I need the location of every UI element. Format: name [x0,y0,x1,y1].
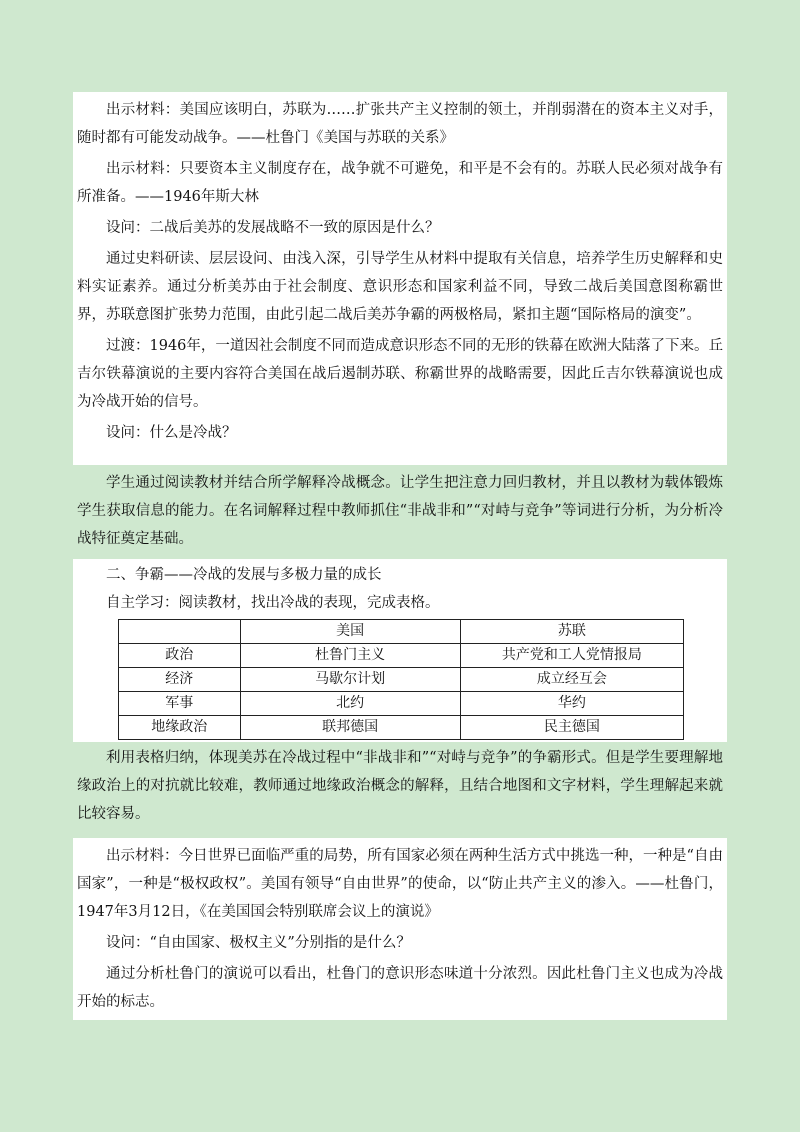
paragraph-question-1: 设问：二战后美苏的发展战略不一致的原因是什么？ [106,220,440,236]
table-cell: 地缘政治 [119,716,241,740]
table-header-cell [119,620,241,644]
table-header-cell: 苏联 [460,620,683,644]
table-cell: 共产党和工人党情报局 [460,644,683,668]
paragraph-analysis-truman: 通过分析杜鲁门的演说可以看出，杜鲁门的意识形态味道十分浓烈。因此杜鲁门主义也成为冷战开始的标志。 [77,966,723,1010]
material-block-3 [73,838,727,1020]
table-cell: 联邦德国 [240,716,460,740]
table-cell: 马歇尔计划 [240,668,460,692]
explanation-block-1 [73,465,727,559]
table-row [119,644,684,668]
table-cell: 经济 [119,668,241,692]
table-cell: 政治 [119,644,241,668]
table-cell: 北约 [240,692,460,716]
paragraph-analysis-1: 通过史料研读、层层设问、由浅入深，引导学生从材料中提取有关信息，培养学生历史解释和史料实证素养。通过分析美苏由于社会制度、意识形态和国家利益不同，导致二战后美国意图称霸世界，苏联意图扩张势力范围，由此引起二战后美苏争霸的两极格局，紧扣主题“国际格局的演变”。 [77,251,723,323]
paragraph-material-truman: 出示材料：美国应该明白，苏联为……扩张共产主义控制的领土，并削弱潜在的资本主义对手，随时都有可能发动战争。——杜鲁门《美国与苏联的关系》 [77,102,723,146]
table-row [119,668,684,692]
paragraph-question-3: 设问：“自由国家、极权主义”分别指的是什么？ [106,935,411,951]
paragraph-material-stalin: 出示材料：只要资本主义制度存在，战争就不可避免，和平是不会有的。苏联人民必须对战争有所准备。——1946年斯大林 [77,161,723,205]
paragraph-cold-war-concept: 学生通过阅读教材并结合所学解释冷战概念。让学生把注意力回归教材，并且以教材为载体锻炼学生获取信息的能力。在名词解释过程中教师抓住“非战非和”“对峙与竞争”等词进行分析，为分析冷战特征奠定基础。 [77,475,723,547]
table-cell: 杜鲁门主义 [240,644,460,668]
paragraph-question-2: 设问：什么是冷战？ [106,425,237,441]
table-cell: 民主德国 [460,716,683,740]
paragraph-self-study: 自主学习：阅读教材，找出冷战的表现，完成表格。 [106,595,440,611]
table-cell: 华约 [460,692,683,716]
material-block-2 [73,559,727,742]
table-cell: 成立经互会 [460,668,683,692]
table-row [119,692,684,716]
section-heading: 二、争霸——冷战的发展与多极力量的成长 [106,567,382,583]
cold-war-table [118,619,684,740]
paragraph-material-truman-speech: 出示材料：今日世界已面临严重的局势，所有国家必须在两种生活方式中挑选一种，一种是“自由国家”，一种是“极权政权”。美国有领导“自由世界”的使命，以“防止共产主义的渗入。——杜鲁门，1947年3月12日，《在美国国会特别联席会议上的演说》 [77,848,723,920]
table-row [119,716,684,740]
table-cell: 军事 [119,692,241,716]
explanation-block-2 [73,742,727,838]
material-block-1 [73,92,727,465]
paragraph-transition: 过渡：1946年，一道因社会制度不同而造成意识形态不同的无形的铁幕在欧洲大陆落了下来。丘吉尔铁幕演说的主要内容符合美国在战后遏制苏联、称霸世界的战略需要，因此丘吉尔铁幕演说也成为冷战开始的信号。 [77,338,723,410]
table-header-cell: 美国 [240,620,460,644]
paragraph-table-summary: 利用表格归纳，体现美苏在冷战过程中“非战非和”“对峙与竞争”的争霸形式。但是学生要理解地缘政治上的对抗就比较难，教师通过地缘政治概念的解释，且结合地图和文字材料，学生理解起来就比较容易。 [77,750,723,822]
table-header-row [119,620,684,644]
